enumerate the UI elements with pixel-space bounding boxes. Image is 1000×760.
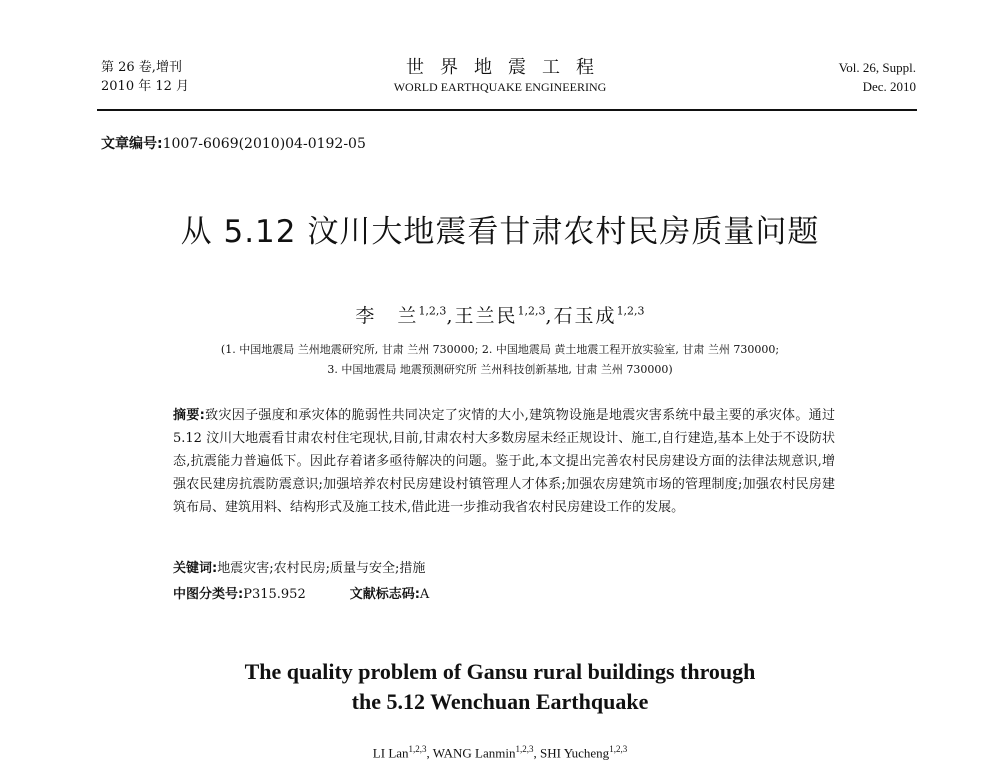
volume-line: 第 26 卷,增刊 [101, 60, 182, 75]
author-affiliation-marker: 1,2,3 [515, 744, 534, 754]
paper-title-en [0, 657, 1000, 717]
article-number-label: 文章编号: [101, 136, 163, 152]
affiliations [0, 340, 1000, 380]
abstract-text: 致灾因子强度和承灾体的脆弱性共同决定了灾情的大小,建筑物设施是地震灾害系统中最主要的承灾体。通过 5.12 汶川大地震看甘肃农村住宅现状,目前,甘肃农村大多数房屋未经正规设计、施工,自行建造,基本上处于不设防状态,抗震能力普遍低下。因此存着诸多亟待解决的问题。鉴于此,本文提出完善农村民房建设方面的法律法规意识,增强农民建房抗震防震意识;加强培养农村民房建设村镇管理人才体系;加强农房建筑市场的管理制度;加强农村民房建筑布局、建筑用料、结构形式及施工技术,借此进一步推动我省农村民房建设工作的发展。 [173, 408, 835, 515]
title-line: The quality problem of Gansu rural buildings through [244, 659, 756, 684]
abstract-label: 摘要: [173, 408, 205, 423]
volume-line-en: Vol. 26, Suppl. [838, 60, 916, 75]
document-code-label: 文献标志码: [349, 587, 420, 602]
author-name-en: WANG Lanmin [432, 745, 516, 760]
affiliation-line: 3. 中国地震局 地震预测研究所 兰州科技创新基地, 甘肃 兰州 730000) [327, 363, 673, 376]
author-separator: , [545, 305, 554, 327]
journal-name-en: WORLD EARTHQUAKE ENGINEERING [393, 80, 607, 94]
classification [173, 583, 429, 602]
author-affiliation-marker: 1,2,3 [418, 304, 447, 318]
author-list-cn [0, 301, 1000, 328]
affiliation-line: (1. 中国地震局 兰州地震研究所, 甘肃 兰州 730000; 2. 中国地震局 黄土地震工程开放实验室, 甘肃 兰州 730000; [220, 343, 780, 356]
article-number [101, 133, 366, 153]
classification-value: P315.952 [243, 587, 306, 602]
author-name: 石玉成 [553, 305, 617, 327]
title-line: the 5.12 Wenchuan Earthquake [351, 689, 649, 714]
author-name: 李 兰 [355, 305, 419, 327]
journal-name [360, 58, 640, 96]
document-code-value: A [419, 587, 430, 602]
article-number-value: 1007-6069(2010)04-0192-05 [162, 136, 366, 152]
author-affiliation-marker: 1,2,3 [408, 744, 427, 754]
abstract [173, 404, 835, 519]
journal-volume-info-en [839, 58, 916, 96]
keywords [173, 557, 425, 576]
keywords-label: 关键词: [173, 561, 218, 576]
author-name-en: SHI Yucheng [539, 745, 610, 760]
journal-name-cn: 世界地震工程 [406, 57, 610, 78]
author-affiliation-marker: 1,2,3 [616, 304, 645, 318]
author-separator: , [446, 305, 455, 327]
author-name: 王兰民 [454, 305, 518, 327]
author-name-en: LI Lan [372, 745, 409, 760]
header-divider [97, 109, 917, 111]
author-affiliation-marker: 1,2,3 [517, 304, 546, 318]
classification-label: 中图分类号: [173, 587, 244, 602]
date-line-en: Dec. 2010 [862, 79, 916, 94]
journal-volume-info [101, 58, 189, 96]
author-list-en [0, 744, 1000, 760]
date-line: 2010 年 12 月 [101, 79, 190, 94]
author-affiliation-marker: 1,2,3 [609, 744, 628, 754]
keywords-text: 地震灾害;农村民房;质量与安全;措施 [217, 561, 426, 576]
paper-title-cn: 从 5.12 汶川大地震看甘肃农村民房质量问题 [180, 214, 820, 250]
author-separator: , [533, 745, 540, 760]
author-separator: , [426, 745, 433, 760]
